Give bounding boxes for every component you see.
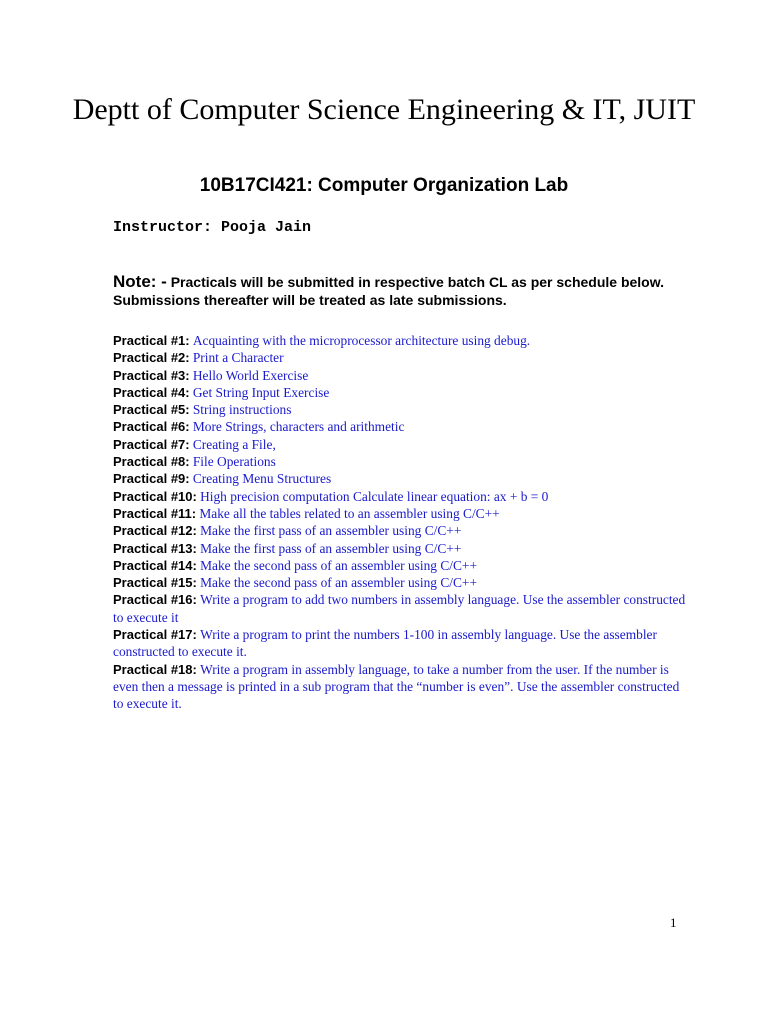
practical-text: Make the second pass of an assembler using C/C++ (200, 557, 478, 573)
list-item (113, 418, 688, 435)
practical-text: Make all the tables related to an assembler using C/C++ (199, 505, 500, 521)
practical-label: Practical #7: (113, 436, 190, 452)
practical-text: Acquainting with the microprocessor architecture using debug. (192, 333, 531, 348)
list-item (113, 661, 688, 713)
document-title: Deptt of Computer Science Engineering & IT, JUIT (72, 93, 696, 126)
practical-text: More Strings, characters and arithmetic (192, 419, 405, 435)
practical-text: Creating Menu Structures (192, 471, 332, 487)
practical-label: Practical #14: (113, 557, 197, 573)
list-item (113, 540, 688, 557)
list-item (113, 626, 688, 661)
practical-text: Write a program to add two numbers in assembly language. Use the assembler constructed to execute it (113, 592, 686, 625)
practicals-list (113, 332, 688, 713)
practical-text: String instructions (192, 402, 292, 418)
practical-label: Practical #4: (113, 384, 190, 400)
practical-text: File Operations (192, 454, 276, 470)
practical-text: Hello World Exercise (192, 367, 309, 383)
practical-text: Creating a File, (192, 436, 276, 452)
practical-label: Practical #8: (113, 454, 190, 470)
practical-label: Practical #17: (113, 627, 197, 643)
list-item (113, 349, 688, 366)
list-item (113, 453, 688, 470)
list-item (113, 332, 688, 349)
practical-label: Practical #3: (113, 367, 190, 383)
practical-label: Practical #2: (113, 350, 190, 366)
list-item (113, 522, 688, 539)
practical-label: Practical #16: (113, 592, 197, 608)
list-item (113, 505, 688, 522)
practical-text: Print a Character (192, 350, 284, 366)
note-paragraph (113, 273, 693, 309)
practical-text: Write a program to print the numbers 1-100 in assembly language. Use the assembler constructed to execute it. (113, 627, 657, 660)
list-item (113, 488, 688, 505)
practical-label: Practical #1: (113, 333, 190, 348)
practical-text: Make the first pass of an assembler using C/C++ (200, 540, 462, 556)
note-label: Note: - (113, 272, 167, 291)
practical-label: Practical #13: (113, 540, 197, 556)
note-text: Practicals will be submitted in respective batch CL as per schedule below. Submissions thereafter will be treated as late submissions. (113, 274, 664, 308)
practical-label: Practical #9: (113, 471, 190, 487)
course-title: 10B17CI421: Computer Organization Lab (199, 175, 569, 196)
list-item (113, 367, 688, 384)
practical-label: Practical #10: (113, 488, 197, 504)
list-item (113, 401, 688, 418)
list-item (113, 436, 688, 453)
instructor-line: Instructor: Pooja Jain (113, 219, 312, 236)
practical-label: Practical #12: (113, 523, 197, 539)
practical-label: Practical #6: (113, 419, 190, 435)
practical-text: High precision computation Calculate linear equation: ax + b = 0 (200, 488, 549, 504)
practical-label: Practical #5: (113, 402, 190, 418)
practical-label: Practical #11: (113, 505, 197, 521)
list-item (113, 557, 688, 574)
practical-text: Get String Input Exercise (192, 384, 330, 400)
practical-label: Practical #18: (113, 661, 197, 677)
practical-label: Practical #15: (113, 575, 197, 591)
page-number: 1 (670, 915, 677, 930)
list-item (113, 574, 688, 591)
practical-text: Make the first pass of an assembler using C/C++ (200, 523, 462, 539)
practical-text: Make the second pass of an assembler using C/C++ (200, 575, 478, 591)
list-item (113, 470, 688, 487)
list-item (113, 591, 688, 626)
list-item (113, 384, 688, 401)
practical-text: Write a program in assembly language, to take a number from the user. If the number is even then a message is printed in a sub program that the “number is even”. Use the assembler constructed to execute it. (113, 661, 680, 712)
